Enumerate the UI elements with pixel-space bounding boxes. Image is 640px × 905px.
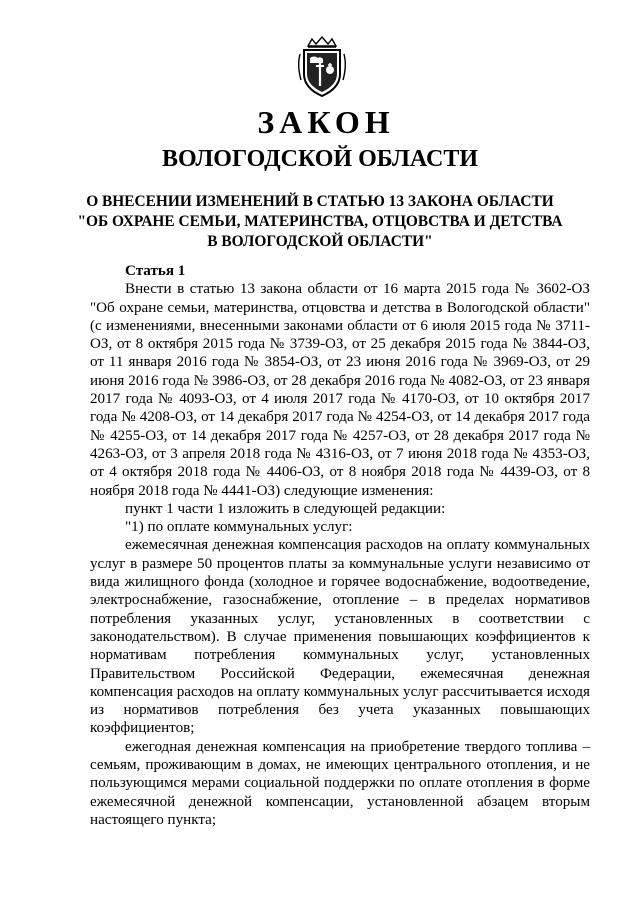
region-title: ВОЛОГОДСКОЙ ОБЛАСТИ	[161, 146, 479, 172]
article-heading: Статья 1	[125, 263, 186, 279]
law-title: ЗАКОН	[257, 104, 395, 140]
article-paragraph: Внести в статью 13 закона области от 16 марта 2015 года № 3602-ОЗ "Об охране семьи, материнства, отцовства и детства в Вологодской области" (с изменениями, внесенными законами области от 6 июля 2015 года № 3711-ОЗ, от 8 октября 2015 года № 3739-ОЗ, от 25 декабря 2015 года № 3844-ОЗ, от 11 января 2016 года № 3854-ОЗ, от 23 июня 2016 года № 3969-ОЗ, от 29 июня 2016 года № 3986-ОЗ, от 28 декабря 2016 года № 4082-ОЗ, от 23 января 2017 года № 4093-ОЗ, от 4 июля 2017 года № 4170-ОЗ, от 10 октября 2017 года № 4208-ОЗ, от 14 декабря 2017 года № 4254-ОЗ, от 14 декабря 2017 года № 4255-ОЗ, от 14 декабря 2017 года № 4257-ОЗ, от 28 декабря 2017 года № 4263-ОЗ, от 3 апреля 2018 года № 4316-ОЗ, от 7 июня 2018 года № 4353-ОЗ, от 4 октября 2018 года № 4406-ОЗ, от 8 ноября 2018 года № 4439-ОЗ, от 8 ноября 2018 года № 4441-ОЗ) следующие изменения:	[90, 281, 590, 499]
subtitle-line: В ВОЛОГОДСКОЙ ОБЛАСТИ"	[207, 233, 433, 250]
article-paragraph: пункт 1 части 1 изложить в следующей редакции:	[125, 500, 446, 517]
subtitle-line: "ОБ ОХРАНЕ СЕМЬИ, МАТЕРИНСТВА, ОТЦОВСТВА И ДЕТСТВА	[77, 213, 563, 230]
article-paragraph: "1) по оплате коммунальных услуг:	[125, 519, 353, 536]
article-paragraph: ежемесячная денежная компенсация расходов на оплату коммунальных услуг в размере 50 процентов платы за коммунальные услуги независимо от вида жилищного фонда (холодное и горячее водоснабжение, водоотведение, электроснабжение, газоснабжение, отопление – в пределах нормативов потребления указанных услуг, установленных в соответствии с законодательством). В случае применения повышающих коэффициентов к нормативам потребления коммунальных услуг, установленных Правительством Российской Федерации, ежемесячная денежная компенсация расходов на оплату коммунальных услуг рассчитывается исходя из нормативов потребления без учета указанных повышающих коэффициентов;	[90, 537, 590, 737]
article-paragraph: ежегодная денежная компенсация на приобретение твердого топлива – семьям, проживающим в домах, не имеющих центрального отопления, и не пользующимся мерами социальной поддержки по оплате отопления в форме ежемесячной денежной компенсации, установленной абзацем вторым настоящего пункта;	[90, 738, 590, 828]
law-subtitle	[0, 192, 640, 252]
coat-of-arms-emblem	[296, 36, 348, 98]
subtitle-line: О ВНЕСЕНИИ ИЗМЕНЕНИЙ В СТАТЬЮ 13 ЗАКОНА ОБЛАСТИ	[86, 193, 554, 210]
article-1	[90, 262, 590, 829]
